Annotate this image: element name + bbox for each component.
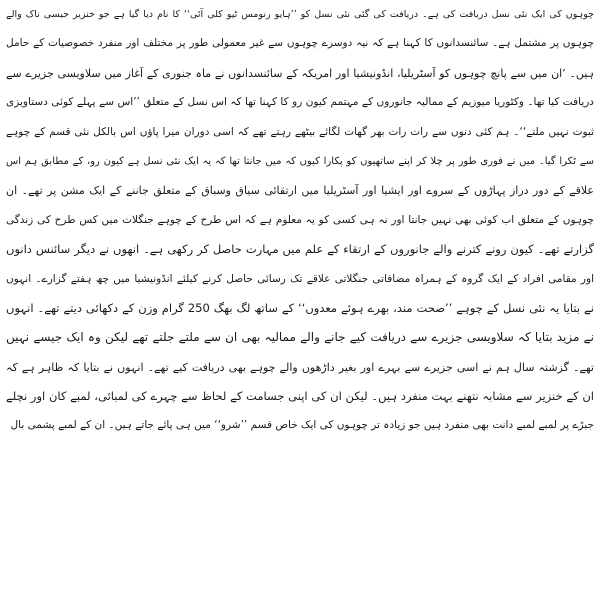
article-line: چوہوں کے متعلق اب کوئی بھی نہیں جانتا اور نہ ہی کسی کو یہ معلوم ہے کہ اس طرح کے چوہے جنگلات میں کس طرح کی زندگی bbox=[6, 213, 594, 226]
article-line: نے بتایا یہ نئی نسل کے چوہے ’’صحت مند، بھرے ہوئے معدوں‘‘ کے ساتھ لگ بھگ 250 گرام وزن کے دکھائی دیتے تھے۔ انہوں bbox=[6, 300, 594, 315]
article-line: نے مزید بتایا کہ سلاویسی جزیرے سے دریافت کیے جانے والے ممالیہ بھی ان سے ملتے جلتے تھے لیکن وہ ایک جیسے نہیں bbox=[6, 330, 594, 345]
article-line: ہیں۔ ’ان میں سے پانچ چوہوں کو آسٹریلیا، انڈونیشیا اور امریکہ کے سائنسدانوں نے ماہ جنوری کے آغاز میں سلاویسی جزیرے سے bbox=[6, 66, 594, 80]
article-line: جبڑے پر لمبے لمبے دانت بھی منفرد ہیں جو زیادہ تر چوہوں کی ایک خاص قسم ’’شرو‘‘ میں ہی پائے جاتے ہیں۔ ان کے لمبے پشمی بال bbox=[10, 419, 594, 432]
article-line: اور مقامی افراد کے ایک گروہ کے ہمراہ مضافاتی جنگلاتی علاقے تک رسائی حاصل کرنے کیلئے انڈونیشیا میں چھ ہفتے گزارے۔ انہوں bbox=[6, 272, 594, 285]
article-body bbox=[6, 0, 594, 600]
article-line: چوہوں کی ایک نئی نسل دریافت کی ہے۔ دریافت کی گئی نئی نسل کو ’’ہایو رنومس ٹیو کلی آئی‘‘ کا نام دیا گیا ہے جو خنزیر جیسی ناک والے bbox=[6, 9, 594, 20]
article-line: سے ٹکرا گیا۔ میں نے فوری طور پر چلا کر اپنے ساتھیوں کو پکارا کیوں کہ میں جانتا تھا کہ یہ ایک نئی نسل ہے کیون رو، کے مطابق ہم اس bbox=[6, 155, 594, 167]
article-line: تھے۔ گزشتہ سال ہم نے اسی جزیرے سے بہرے اور بغیر داڑھوں والے چوہے بھی دریافت کیے تھے۔ انہوں نے بتایا کہ ظاہر ہے کہ bbox=[6, 360, 594, 374]
article-line: علاقے کے دور دراز پہاڑوں کے سروے اور ایشیا اور آسٹریلیا میں ارتقائی سیاق وسباق کے متعلق جاننے کے ایک مشن پر تھے۔ ان bbox=[6, 184, 594, 198]
article-line: چوہوں پر مشتمل ہے۔ سائنسدانوں کا کہنا ہے کہ نیہ دوسرے چوہوں سے غیر معمولی طور پر مختلف اور منفرد خصوصیات کے حامل bbox=[6, 37, 594, 50]
article-line: گزارتے تھے۔ کیون رونے کترنے والے جانوروں کے ارتقاء کے علم میں مہارت حاصل کر رکھی ہے۔ انھوں نے دیگر سائنس دانوں bbox=[6, 242, 594, 257]
article-line: ان کے خنزیر سے مشابہ نتھنے بہت منفرد ہیں۔ لیکن ان کی اپنی جسامت کے لحاظ سے چہرے کی لمبائی، لمبے کان اور نچلے bbox=[6, 389, 594, 404]
article-line: دریافت کیا تھا۔ وکٹوریا میوزیم کے ممالیہ جانوروں کے مہتمم کیون رو کا کہنا تھا کہ اس نسل کے متعلق ’’اس سے پہلے کوئی دستاویزی bbox=[6, 96, 594, 109]
article-line: ثبوت نہیں ملتے‘‘۔ ہم کئی دنوں سے رات رات بھر گھات لگائے بیٹھے رہتے تھے کہ اسی دوران میرا پاؤں اس بالکل نئی قسم کے چوہے bbox=[6, 125, 594, 138]
